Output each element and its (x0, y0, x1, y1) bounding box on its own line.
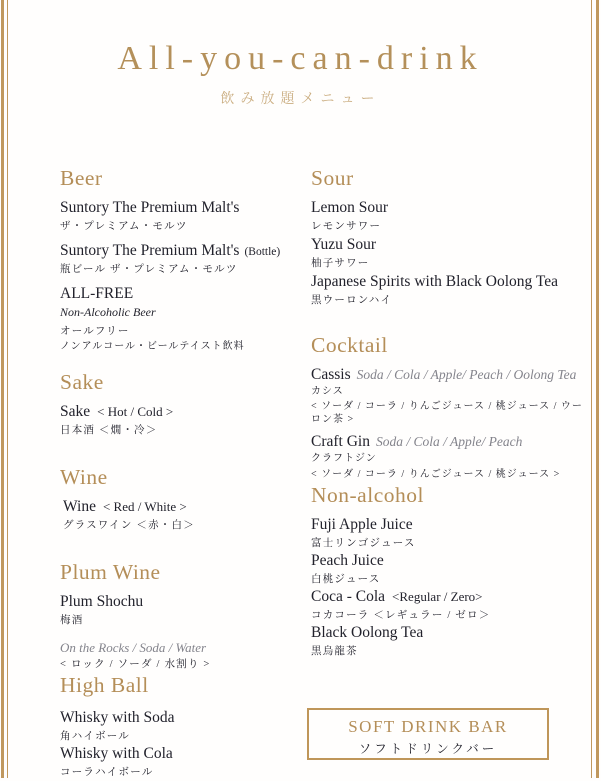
item-name-ja: ザ・プレミアム・モルツ (60, 220, 188, 232)
section-sour (311, 166, 581, 310)
section-title-high-ball: High Ball (60, 673, 149, 697)
item-name-ja2: ノンアルコール・ビールテイスト飲料 (60, 340, 245, 352)
soft-drink-bar-box (307, 708, 549, 760)
item-name-ja: 黒烏龍茶 (311, 645, 358, 657)
item-name-en: Fuji Apple Juice (311, 516, 413, 533)
item-name-en: Peach Juice (311, 551, 384, 569)
item-note-en: Non-Alcoholic Beer (60, 304, 156, 319)
menu-item-whisky-cola (60, 745, 330, 779)
section-title-beer: Beer (60, 166, 103, 190)
menu-item-cassis (311, 366, 593, 426)
item-name-en: Coca - Cola (311, 587, 386, 605)
menu-item-premium-malts (60, 199, 330, 233)
section-high-ball (60, 673, 330, 781)
item-name-ja: カシス (311, 385, 344, 397)
menu-item-fuji-apple-juice (311, 516, 581, 550)
menu-item-whisky-soda (60, 709, 330, 743)
section-title-plum-wine: Plum Wine (60, 560, 161, 584)
page-border-outer-right (596, 0, 599, 778)
menu-item-black-oolong-tea (311, 624, 581, 658)
section-plum-wine (60, 560, 330, 680)
item-name-ja: 白桃ジュース (311, 573, 381, 585)
menu-item-all-free (60, 285, 330, 353)
item-name-ja: コーラハイボール (60, 766, 154, 778)
item-suffix: <Regular / Zero> (392, 588, 483, 604)
soft-drink-bar-label-en: SOFT DRINK BAR (348, 717, 508, 736)
item-suffix: < Hot / Cold > (97, 404, 174, 419)
item-name-en: Suntory The Premium Malt's (60, 199, 240, 216)
menu-item-lemon-sour (311, 199, 581, 233)
section-title-wine: Wine (60, 465, 108, 489)
menu-item-yuzu-sour (311, 236, 581, 270)
menu-item-black-oolong-hai (311, 273, 581, 307)
menu-item-coca-cola (311, 588, 581, 622)
section-title-sake: Sake (60, 370, 104, 394)
section-sake (60, 370, 330, 446)
item-name-en: Whisky with Soda (60, 709, 175, 726)
menu-item-craft-gin (311, 433, 593, 480)
menu-item-sake (60, 403, 330, 437)
item-name-ja: コカコーラ ＜レギュラー / ゼロ＞ (311, 609, 491, 621)
item-suffix: < Red / White > (102, 499, 187, 514)
section-cocktail (311, 333, 593, 488)
section-title-cocktail: Cocktail (311, 333, 388, 357)
item-name-en: Whisky with Cola (60, 744, 173, 762)
item-name-ja: 富士リンゴジュース (311, 537, 416, 549)
soft-drink-bar-label-ja: ソフトドリンクバー (358, 742, 498, 756)
item-name-ja: 黒ウーロンハイ (311, 294, 393, 306)
section-title-sour: Sour (311, 166, 354, 190)
item-name-en: Plum Shochu (60, 593, 144, 610)
item-name-ja: 瓶ビール ザ・プレミアム・モルツ (60, 263, 238, 275)
item-name-ja: 柚子サワー (311, 257, 370, 269)
page-border-outer-left (1, 0, 4, 778)
item-name-en: Wine (63, 498, 96, 515)
item-name-en: Black Oolong Tea (311, 623, 424, 641)
serving-note-ja: < ロック / ソーダ / 水割り > (60, 658, 211, 670)
item-name-en: Japanese Spirits with Black Oolong Tea (311, 272, 559, 290)
section-wine (60, 465, 330, 541)
item-mixers-en: Soda / Cola / Apple/ Peach / Oolong Tea (356, 367, 577, 382)
item-name-en: Lemon Sour (311, 199, 389, 216)
item-name-ja: グラスワイン ＜赤・白＞ (63, 519, 195, 531)
section-title-non-alcohol: Non-alcohol (311, 483, 424, 507)
item-name-en: Suntory The Premium Malt's (60, 241, 240, 259)
item-suffix: (Bottle) (244, 245, 281, 258)
item-name-ja: レモンサワー (311, 220, 382, 232)
item-name-ja: 角ハイボール (60, 730, 130, 742)
section-beer (60, 166, 330, 362)
item-name-ja: クラフトジン (311, 453, 377, 465)
menu-item-premium-malts-bottle (60, 242, 330, 276)
menu-item-wine (63, 498, 330, 532)
page-border-inner-left (7, 0, 8, 778)
section-non-alcohol (311, 483, 581, 660)
serving-note-en: On the Rocks / Soda / Water (60, 639, 207, 655)
item-mixers-ja: < ソーダ / コーラ / りんごジュース / 桃ジュース / ウーロン茶 > (311, 401, 583, 426)
item-name-ja: 梅酒 (60, 614, 84, 626)
item-name-en: Craft Gin (311, 433, 370, 451)
item-mixers-ja: < ソーダ / コーラ / りんごジュース / 桃ジュース > (311, 468, 561, 480)
page-subtitle: 飲み放題メニュー (220, 92, 381, 107)
serving-style-note (60, 640, 330, 671)
menu-item-peach-juice (311, 552, 581, 586)
menu-item-plum-shochu (60, 593, 330, 627)
item-name-en: ALL-FREE (60, 284, 134, 302)
item-name-en: Sake (60, 403, 91, 420)
item-name-en: Yuzu Sour (311, 235, 377, 253)
item-mixers-en: Soda / Cola / Apple/ Peach (375, 434, 523, 450)
item-name-ja: 日本酒 ＜燗・冷＞ (60, 424, 158, 436)
page-title: All-you-can-drink (117, 40, 484, 77)
item-name-en: Cassis (311, 366, 351, 383)
item-name-ja: オールフリー (60, 325, 130, 337)
